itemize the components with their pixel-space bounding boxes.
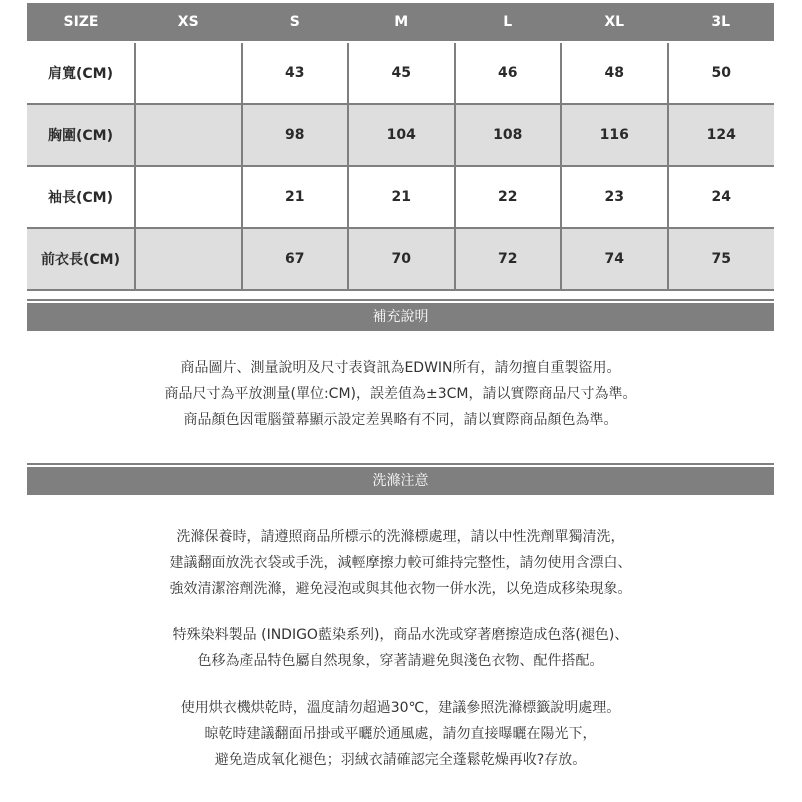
table-cell [135, 228, 242, 290]
table-cell: 50 [668, 42, 775, 104]
table-cell [135, 42, 242, 104]
row-label: 袖長(CM) [27, 166, 135, 228]
table-cell: 72 [455, 228, 562, 290]
table-cell: 70 [348, 228, 455, 290]
washing-line: 色移為產品特色屬自然現象，穿著請避免與淺色衣物、配件搭配。 [197, 653, 604, 669]
washing-line: 晾乾時建議翻面吊掛或平曬於通風處，請勿直接曝曬在陽光下， [204, 726, 597, 742]
table-cell: 116 [561, 104, 668, 166]
size-header-row [27, 3, 774, 42]
washing-line: 強效清潔溶劑洗滌，避免浸泡或與其他衣物一併水洗，以免造成移染現象。 [169, 581, 632, 597]
table-cell: 67 [242, 228, 349, 290]
washing-line: 洗滌保養時，請遵照商品所標示的洗滌標處理，請以中性洗劑單獨清洗， [176, 529, 625, 545]
table-cell: 24 [668, 166, 775, 228]
washing-line: 建議翻面放洗衣袋或手洗，減輕摩擦力較可維持完整性，請勿使用含漂白、 [169, 555, 632, 571]
washing-paragraph-1 [27, 524, 774, 602]
header-cell-s: S [242, 3, 349, 42]
washing-line: 特殊染料製品 (INDIGO藍染系列)，商品水洗或穿著磨擦造成色落(褪色)、 [172, 627, 629, 643]
header-cell-xs: XS [135, 3, 242, 42]
header-cell-m: M [348, 3, 455, 42]
table-cell: 22 [455, 166, 562, 228]
table-cell: 46 [455, 42, 562, 104]
size-table [27, 3, 774, 291]
header-cell-xl: XL [561, 3, 668, 42]
row-label: 肩寬(CM) [27, 42, 135, 104]
supplement-text [27, 355, 774, 433]
table-cell: 98 [242, 104, 349, 166]
table-row [27, 42, 774, 104]
header-cell-l: L [455, 3, 562, 42]
table-row [27, 166, 774, 228]
header-cell-3l: 3L [668, 3, 775, 42]
supplement-title-bar: 補充說明 [27, 301, 774, 331]
header-cell-size: SIZE [27, 3, 135, 42]
washing-paragraph-2 [27, 622, 774, 674]
supplement-line: 商品顏色因電腦螢幕顯示設定差異略有不同，請以實際商品顏色為準。 [183, 412, 618, 428]
table-cell [135, 166, 242, 228]
table-cell: 48 [561, 42, 668, 104]
washing-line: 使用烘衣機烘乾時，溫度請勿超過30℃，建議參照洗滌標籤說明處理。 [180, 700, 621, 716]
table-row [27, 104, 774, 166]
table-cell: 104 [348, 104, 455, 166]
supplement-line: 商品圖片、測量說明及尺寸表資訊為EDWIN所有，請勿擅自重製盜用。 [180, 360, 621, 376]
table-row [27, 228, 774, 290]
washing-line: 避免造成氧化褪色；羽絨衣請確認完全蓬鬆乾燥再收?存放。 [214, 752, 587, 768]
row-label: 前衣長(CM) [27, 228, 135, 290]
table-cell: 21 [348, 166, 455, 228]
table-cell: 74 [561, 228, 668, 290]
table-cell: 45 [348, 42, 455, 104]
table-cell: 124 [668, 104, 775, 166]
washing-paragraph-3 [27, 695, 774, 773]
washing-title-bar: 洗滌注意 [27, 465, 774, 495]
supplement-line: 商品尺寸為平放測量(單位:CM)，誤差值為±3CM，請以實際商品尺寸為準。 [164, 386, 637, 402]
table-cell: 21 [242, 166, 349, 228]
table-cell: 23 [561, 166, 668, 228]
table-cell [135, 104, 242, 166]
row-label: 胸圍(CM) [27, 104, 135, 166]
table-cell: 43 [242, 42, 349, 104]
table-cell: 108 [455, 104, 562, 166]
table-cell: 75 [668, 228, 775, 290]
